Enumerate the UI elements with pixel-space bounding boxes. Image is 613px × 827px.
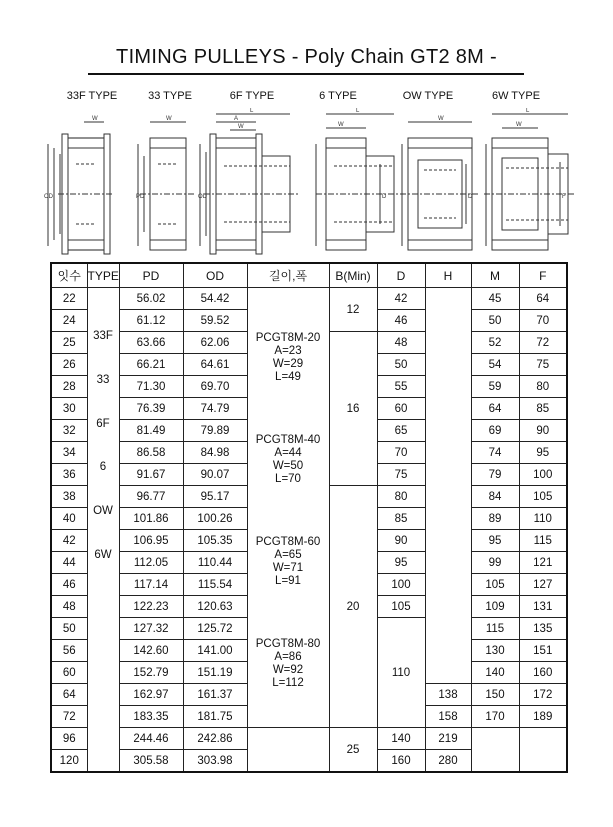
- cell-f: 75: [519, 354, 567, 376]
- part-w: W=92: [272, 664, 304, 676]
- cell-teeth: 32: [51, 420, 87, 442]
- part-w: W=71: [272, 562, 304, 574]
- cell-teeth: 25: [51, 332, 87, 354]
- cell-od: 242.86: [183, 728, 247, 750]
- cell-f: 151: [519, 640, 567, 662]
- drawing-ow-type: [400, 122, 480, 250]
- cell-m: 130: [471, 640, 519, 662]
- cell-teeth: 36: [51, 464, 87, 486]
- header-d: D: [377, 263, 425, 288]
- cell-pd: 81.49: [119, 420, 183, 442]
- cell-d: 65: [377, 420, 425, 442]
- drawing-6f-type: [200, 114, 298, 254]
- type-codes-cell: [87, 288, 119, 773]
- cell-d: 48: [377, 332, 425, 354]
- part-a: A=86: [274, 651, 302, 663]
- part-code-cell: [247, 288, 329, 728]
- cell-m: 109: [471, 596, 519, 618]
- table-row: [51, 288, 567, 310]
- cell-pd: 106.95: [119, 530, 183, 552]
- cell-od: 141.00: [183, 640, 247, 662]
- drawing-33-type: [138, 122, 196, 250]
- cell-od: 74.79: [183, 398, 247, 420]
- dim-label-w: W: [438, 116, 444, 122]
- table-row: [51, 728, 567, 750]
- cell-teeth: 96: [51, 728, 87, 750]
- part-group: [248, 434, 329, 486]
- dim-label-od: OD: [44, 194, 53, 200]
- dim-label-pd: PD: [136, 194, 145, 200]
- page-title: TIMING PULLEYS - Poly Chain GT2 8M -: [116, 46, 497, 68]
- cell-f: 121: [519, 552, 567, 574]
- cell-m: 150: [471, 684, 519, 706]
- cell-f: 189: [519, 706, 567, 728]
- cell-f: 110: [519, 508, 567, 530]
- cell-d: 100: [377, 574, 425, 596]
- cell-d: 70: [377, 442, 425, 464]
- cell-teeth: 50: [51, 618, 87, 640]
- type-code: 33F: [93, 330, 113, 342]
- cell-pd: 91.67: [119, 464, 183, 486]
- header-pd: PD: [119, 263, 183, 288]
- cell-d: 75: [377, 464, 425, 486]
- cell-d: 50: [377, 354, 425, 376]
- part-code: PCGT8M-80: [255, 638, 321, 650]
- part-l: L=70: [275, 473, 301, 485]
- type-code: 6W: [94, 549, 112, 561]
- type-label-33f: 33F TYPE: [66, 90, 118, 102]
- dim-label-a: A: [234, 116, 239, 122]
- cell-f: 172: [519, 684, 567, 706]
- cell-pd: 127.32: [119, 618, 183, 640]
- dim-label-w: W: [338, 122, 344, 128]
- cell-pd: 162.97: [119, 684, 183, 706]
- cell-pd: 56.02: [119, 288, 183, 310]
- dim-label-w: W: [166, 116, 172, 122]
- part-code: PCGT8M-20: [255, 332, 321, 344]
- part-group: [248, 536, 329, 588]
- cell-od: 95.17: [183, 486, 247, 508]
- cell-m: 50: [471, 310, 519, 332]
- cell-teeth: 48: [51, 596, 87, 618]
- cell-m: 74: [471, 442, 519, 464]
- cell-d: 46: [377, 310, 425, 332]
- cell-f: 64: [519, 288, 567, 310]
- cell-d: 55: [377, 376, 425, 398]
- header-m: M: [471, 263, 519, 288]
- cell-od: 79.89: [183, 420, 247, 442]
- cell-teeth: 46: [51, 574, 87, 596]
- drawing-33f-type: [48, 122, 114, 254]
- cell-d: 85: [377, 508, 425, 530]
- cell-od: 62.06: [183, 332, 247, 354]
- drawing-6w-type: [484, 114, 576, 250]
- cell-m: 45: [471, 288, 519, 310]
- cell-m: 54: [471, 354, 519, 376]
- cell-f: 135: [519, 618, 567, 640]
- cell-od: 59.52: [183, 310, 247, 332]
- cell-od: 64.61: [183, 354, 247, 376]
- cell-m: 105: [471, 574, 519, 596]
- cell-od: 125.72: [183, 618, 247, 640]
- cell-pd: 122.23: [119, 596, 183, 618]
- cell-m: 52: [471, 332, 519, 354]
- cell-teeth: 38: [51, 486, 87, 508]
- part-group: [248, 332, 329, 384]
- cell-pd: 86.58: [119, 442, 183, 464]
- cell-pd: 96.77: [119, 486, 183, 508]
- part-code: PCGT8M-60: [255, 536, 321, 548]
- cell-d: 140: [377, 728, 425, 750]
- type-code: 6F: [96, 418, 110, 430]
- cell-teeth: 64: [51, 684, 87, 706]
- type-label-6w: 6W TYPE: [491, 90, 541, 102]
- header-b-min: B(Min): [329, 263, 377, 288]
- cell-m: 79: [471, 464, 519, 486]
- cell-pd: 63.66: [119, 332, 183, 354]
- dim-label-d: D: [468, 194, 473, 200]
- cell-teeth: 44: [51, 552, 87, 574]
- cell-b: 16: [329, 332, 377, 486]
- cell-pd: 183.35: [119, 706, 183, 728]
- part-a: A=65: [274, 549, 302, 561]
- cell-pd: 66.21: [119, 354, 183, 376]
- part-w: W=29: [272, 358, 304, 370]
- dim-label-w: W: [516, 122, 522, 128]
- cell-length-width-empty: [247, 728, 329, 773]
- type-label-33: 33 TYPE: [148, 90, 192, 102]
- cell-teeth: 56: [51, 640, 87, 662]
- pulley-spec-table: [50, 262, 568, 773]
- cell-f: 72: [519, 332, 567, 354]
- cell-f: 70: [519, 310, 567, 332]
- cell-teeth: 72: [51, 706, 87, 728]
- cell-f-empty: [519, 728, 567, 773]
- part-l: L=49: [275, 371, 301, 383]
- cell-pd: 61.12: [119, 310, 183, 332]
- cell-pd: 117.14: [119, 574, 183, 596]
- cell-pd: 305.58: [119, 750, 183, 773]
- title-underline: [88, 73, 524, 75]
- drawing-6-type: [316, 114, 402, 250]
- cell-d: 42: [377, 288, 425, 310]
- cell-teeth: 42: [51, 530, 87, 552]
- type-label-ow: OW TYPE: [402, 90, 454, 102]
- cell-m: 115: [471, 618, 519, 640]
- cell-od: 84.98: [183, 442, 247, 464]
- type-labels: [0, 90, 613, 106]
- cell-h: 158: [425, 706, 471, 728]
- cell-d: 80: [377, 486, 425, 508]
- cell-pd: 152.79: [119, 662, 183, 684]
- cell-f: 90: [519, 420, 567, 442]
- cell-d: 110: [377, 618, 425, 728]
- cell-teeth: 22: [51, 288, 87, 310]
- cell-m: 89: [471, 508, 519, 530]
- cell-f: 127: [519, 574, 567, 596]
- part-code: PCGT8M-40: [255, 434, 321, 446]
- cell-m: 59: [471, 376, 519, 398]
- cell-f: 95: [519, 442, 567, 464]
- cell-od: 181.75: [183, 706, 247, 728]
- cell-pd: 71.30: [119, 376, 183, 398]
- type-label-6f: 6F TYPE: [229, 90, 275, 102]
- dim-label-l: L: [526, 108, 530, 114]
- cell-teeth: 40: [51, 508, 87, 530]
- cell-h-empty: [425, 288, 471, 684]
- cell-od: 151.19: [183, 662, 247, 684]
- cell-m: 69: [471, 420, 519, 442]
- cell-od: 54.42: [183, 288, 247, 310]
- cell-od: 110.44: [183, 552, 247, 574]
- cell-h: 138: [425, 684, 471, 706]
- cell-b: 20: [329, 486, 377, 728]
- cell-od: 69.70: [183, 376, 247, 398]
- cell-teeth: 34: [51, 442, 87, 464]
- cell-pd: 244.46: [119, 728, 183, 750]
- cell-m-empty: [471, 728, 519, 773]
- cell-teeth: 60: [51, 662, 87, 684]
- cell-f: 160: [519, 662, 567, 684]
- cell-pd: 112.05: [119, 552, 183, 574]
- table-header-row: [51, 263, 567, 288]
- cell-b: 25: [329, 728, 377, 773]
- cell-h: 219: [425, 728, 471, 750]
- cell-d: 160: [377, 750, 425, 773]
- cell-f: 105: [519, 486, 567, 508]
- cell-od: 161.37: [183, 684, 247, 706]
- dim-label-l: L: [250, 108, 254, 114]
- cell-od: 105.35: [183, 530, 247, 552]
- cell-f: 100: [519, 464, 567, 486]
- cell-teeth: 24: [51, 310, 87, 332]
- header-type: TYPE: [87, 263, 119, 288]
- part-l: L=112: [272, 677, 304, 689]
- cell-m: 95: [471, 530, 519, 552]
- cell-pd: 142.60: [119, 640, 183, 662]
- cell-od: 90.07: [183, 464, 247, 486]
- part-group: [248, 638, 329, 690]
- cell-m: 99: [471, 552, 519, 574]
- cell-d: 95: [377, 552, 425, 574]
- cell-b: 12: [329, 288, 377, 332]
- type-code: 33: [96, 374, 110, 386]
- type-label-6: 6 TYPE: [319, 90, 357, 102]
- header-f: F: [519, 263, 567, 288]
- type-code: 6: [99, 461, 107, 473]
- cell-teeth: 120: [51, 750, 87, 773]
- dim-label-w: W: [92, 116, 98, 122]
- cell-teeth: 28: [51, 376, 87, 398]
- type-code: OW: [93, 505, 113, 517]
- cell-od: 120.63: [183, 596, 247, 618]
- dim-label-l: L: [356, 108, 360, 114]
- cell-pd: 101.86: [119, 508, 183, 530]
- header-length-width: 길이,폭: [247, 263, 329, 288]
- cell-m: 140: [471, 662, 519, 684]
- dim-label-od: OD: [198, 194, 207, 200]
- pulley-section-drawings: [40, 108, 580, 260]
- cell-od: 115.54: [183, 574, 247, 596]
- cell-f: 80: [519, 376, 567, 398]
- cell-teeth: 26: [51, 354, 87, 376]
- cell-d: 60: [377, 398, 425, 420]
- cell-teeth: 30: [51, 398, 87, 420]
- part-a: A=44: [274, 447, 302, 459]
- cell-f: 131: [519, 596, 567, 618]
- part-w: W=50: [272, 460, 304, 472]
- header-teeth: 잇수: [51, 263, 87, 288]
- dim-label-d: D: [382, 194, 387, 200]
- cell-f: 85: [519, 398, 567, 420]
- cell-pd: 76.39: [119, 398, 183, 420]
- cell-od: 303.98: [183, 750, 247, 773]
- cell-d: 105: [377, 596, 425, 618]
- header-od: OD: [183, 263, 247, 288]
- dim-label-f: F: [562, 194, 566, 200]
- cell-f: 115: [519, 530, 567, 552]
- dim-label-w: W: [238, 124, 244, 130]
- cell-d: 90: [377, 530, 425, 552]
- cell-od: 100.26: [183, 508, 247, 530]
- cell-m: 64: [471, 398, 519, 420]
- header-h: H: [425, 263, 471, 288]
- cell-h: 280: [425, 750, 471, 773]
- part-l: L=91: [275, 575, 301, 587]
- cell-m: 84: [471, 486, 519, 508]
- part-a: A=23: [274, 345, 302, 357]
- cell-m: 170: [471, 706, 519, 728]
